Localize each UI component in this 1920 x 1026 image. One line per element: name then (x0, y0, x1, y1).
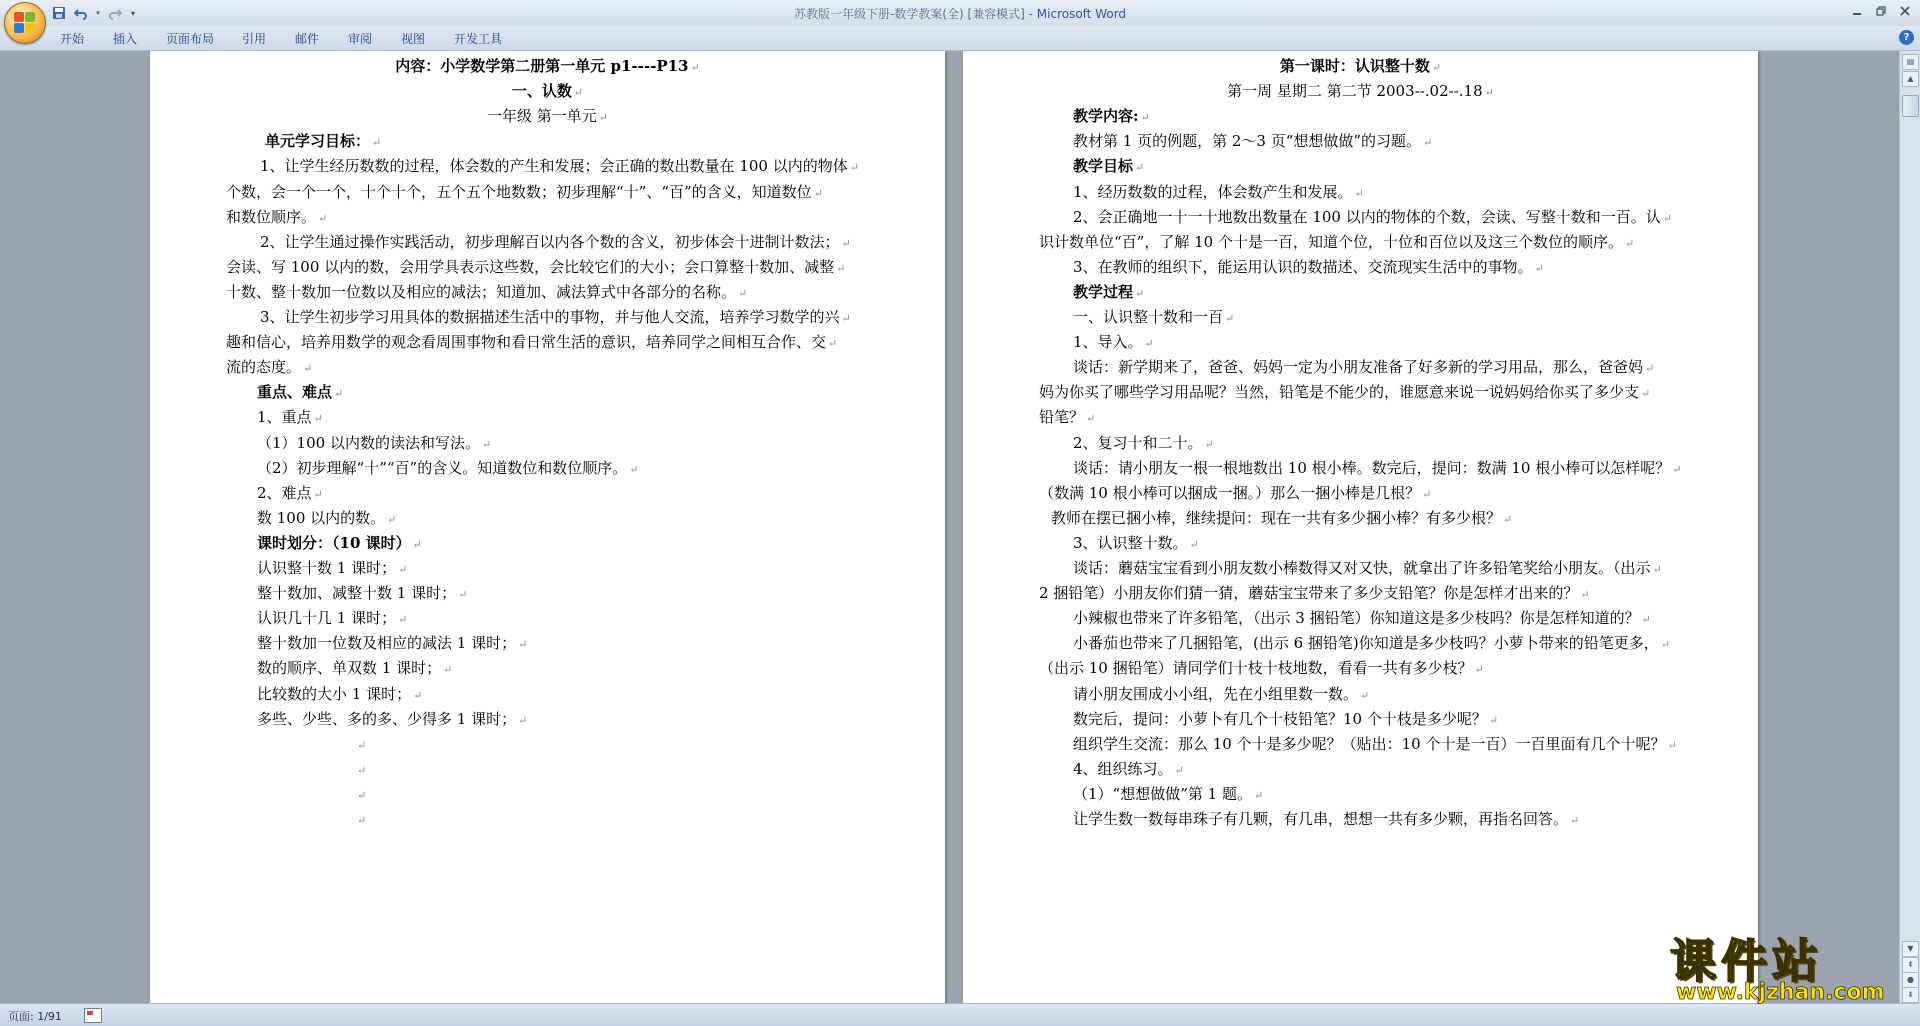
right-line (1073, 458, 1681, 480)
paragraph-mark-icon: ↵ (1144, 337, 1154, 351)
line-text: 流的态度。 (226, 358, 302, 377)
line-text: 2、会正确地一十一十地数出数量在 100 以内的物体的个数，会读、写整十数和一百。认 (1073, 207, 1661, 226)
scroll-up-icon[interactable]: ▲ (1902, 71, 1919, 87)
right-line (1073, 558, 1662, 580)
line-text: （1）“想想做做”第 1 题。 (1073, 784, 1252, 803)
left-line (226, 182, 823, 204)
right-line (1073, 131, 1432, 153)
paragraph-mark-icon: ↵ (1662, 211, 1672, 225)
paragraph-mark-icon: ↵ (357, 788, 367, 802)
line-text: 组织学生交流：那么 10 个十是多少呢？（贴出：10 个十是一百）一百里面有几个十呢？ (1073, 734, 1666, 753)
line-text: 教学目标 (1073, 157, 1134, 176)
line-text: 小番茄也带来了几捆铅笔，(出示 6 捆铅笔)你知道是多少枝吗？小萝卜带来的铅笔更多， (1073, 634, 1659, 653)
line-text: 教师在摆已捆小棒，继续提问：现在一共有多少捆小棒？有多少根？ (1051, 508, 1502, 527)
line-text: 3、认识整十数。 (1073, 533, 1188, 552)
left-line (257, 608, 407, 630)
left-line (257, 433, 491, 455)
right-line (1073, 734, 1677, 756)
tab-mailings[interactable]: 邮件 (295, 32, 320, 46)
paragraph-mark-icon: ↵ (412, 537, 422, 551)
paragraph-mark-icon: ↵ (828, 337, 838, 351)
right-line (1073, 709, 1498, 731)
paragraph-mark-icon: ↵ (690, 61, 700, 74)
paragraph-mark-icon: ↵ (1135, 286, 1145, 300)
paragraph-mark-icon: ↵ (458, 588, 468, 602)
watermark-title: 课件站 (1670, 934, 1823, 988)
office-logo-icon (14, 12, 36, 34)
line-text: 教学内容: (1073, 107, 1139, 126)
line-text: 数 100 以内的数。 (257, 508, 386, 527)
right-line (1039, 382, 1650, 404)
left-line (512, 81, 583, 103)
paragraph-mark-icon: ↵ (1140, 111, 1150, 125)
tab-insert[interactable]: 插入 (113, 32, 138, 46)
right-line (1227, 81, 1494, 103)
select-browse-object-icon[interactable]: ● (1902, 972, 1919, 988)
window-controls (1846, 2, 1916, 20)
paragraph-mark-icon: ↵ (357, 738, 367, 752)
right-line (1073, 684, 1369, 706)
line-text: 请小朋友围成小小组，先在小组里数一数。 (1073, 684, 1359, 703)
paragraph-mark-icon: ↵ (413, 688, 423, 702)
left-line (395, 56, 699, 78)
line-text: 认识整十数 1 课时； (257, 559, 397, 577)
paragraph-mark-icon: ↵ (318, 211, 328, 225)
tab-page-layout[interactable]: 页面布局 (166, 32, 215, 46)
page-count-status[interactable]: 页面: 1/91 (8, 1010, 62, 1023)
next-page-icon[interactable]: ⇟ (1902, 987, 1919, 1003)
scroll-thumb[interactable] (1902, 95, 1919, 117)
customize-icon[interactable]: ▾ (130, 8, 135, 18)
paragraph-mark-icon: ↵ (1488, 713, 1499, 727)
paragraph-mark-icon: ↵ (1641, 613, 1651, 627)
line-text: 一年级 第一单元 (487, 107, 597, 126)
line-text: 一、认数 (511, 82, 572, 101)
right-line (1280, 56, 1441, 78)
paragraph-mark-icon: ↵ (836, 261, 846, 275)
left-line (257, 709, 527, 731)
paragraph-mark-icon: ↵ (1360, 688, 1370, 702)
right-line (1039, 407, 1095, 429)
paragraph-mark-icon: ↵ (1174, 763, 1184, 777)
line-text: 让学生数一数每串珠子有几颗，有几串，想想一共有多少颗，再指名回答。 (1073, 810, 1569, 828)
left-line (226, 332, 837, 354)
paragraph-mark-icon: ↵ (598, 111, 608, 125)
paragraph-mark-icon: ↵ (849, 161, 859, 175)
line-text: 4、组织练习。 (1073, 759, 1173, 778)
left-line (260, 232, 851, 254)
window-title (0, 5, 1920, 22)
line-text: 整十数加一位数及相应的减法 1 课时； (257, 634, 517, 653)
paragraph-mark-icon: ↵ (1484, 86, 1494, 100)
line-text: 多些、少些、多的多、少得多 1 课时； (257, 709, 517, 728)
left-line (355, 784, 366, 806)
left-line (257, 483, 323, 505)
paragraph-mark-icon: ↵ (1135, 161, 1145, 175)
undo-dropdown-icon[interactable]: ▾ (96, 9, 100, 17)
line-text: 谈话：新学期来了，爸爸、妈妈一定为小朋友准备了好多新的学习用品，那么，爸爸妈 (1073, 358, 1644, 377)
paragraph-mark-icon: ↵ (1204, 437, 1214, 451)
line-text: （1）100 以内数的读法和写法。 (257, 433, 480, 452)
right-line (1073, 257, 1544, 279)
document-title: 苏教版一年级下册-数学教案(全) [兼容模式] - (793, 7, 1037, 21)
line-text: （数满 10 根小棒可以捆成一捆。）那么一捆小棒是几根？ (1039, 483, 1421, 502)
paragraph-mark-icon: ↵ (1624, 236, 1635, 250)
line-text: 十数、整十数加一位数以及相应的减法；知道加、减法算式中各部分的名称。 (226, 282, 737, 301)
paragraph-mark-icon: ↵ (738, 286, 748, 300)
paragraph-mark-icon: ↵ (1474, 663, 1484, 677)
line-text: 1、导入。 (1073, 333, 1143, 352)
document-workspace (0, 51, 1900, 1003)
paragraph-mark-icon: ↵ (1189, 537, 1199, 551)
line-text: 小辣椒也带来了许多铅笔，（出示 3 捆铅笔）你知道这是多少枝吗？你是怎样知道的？ (1073, 609, 1640, 628)
restore-icon[interactable] (1870, 2, 1892, 20)
line-text: 重点、难点 (257, 383, 333, 402)
right-line (1039, 583, 1590, 605)
right-line (1073, 633, 1670, 655)
paragraph-mark-icon: ↵ (1660, 638, 1671, 652)
line-text: 3、让学生初步学习用具体的数据描述生活中的事物，并与他人交流，培养学习数学的兴 (260, 308, 840, 326)
left-line (265, 131, 381, 153)
ribbon-tab-bar (0, 26, 1920, 51)
paragraph-mark-icon: ↵ (629, 462, 639, 476)
left-line (226, 207, 327, 229)
right-line (1073, 357, 1654, 379)
paragraph-mark-icon: ↵ (1645, 362, 1655, 376)
left-line (355, 809, 366, 831)
left-line (260, 307, 851, 329)
paragraph-mark-icon: ↵ (1652, 563, 1662, 576)
left-line (226, 282, 747, 304)
paragraph-mark-icon: ↵ (1570, 814, 1580, 827)
line-text: 1、重点 (257, 408, 312, 427)
left-line (260, 156, 859, 178)
line-text: 第一课时：认识整十数 (1279, 57, 1430, 75)
line-text: 2、难点 (257, 483, 312, 502)
scroll-down-icon[interactable]: ▼ (1902, 941, 1919, 957)
paragraph-mark-icon: ↵ (813, 186, 823, 200)
line-text: （出示 10 捆铅笔）请同学们十枝十枝地数，看看一共有多少枝？ (1039, 659, 1473, 678)
left-line (257, 658, 452, 680)
tab-view[interactable]: 视图 (401, 32, 426, 46)
line-text: 谈话：请小朋友一根一根地数出 10 根小棒。数完后，提问：数满 10 根小棒可以怎样呢？ (1073, 458, 1671, 477)
tab-developer[interactable]: 开发工具 (454, 32, 503, 46)
line-text: （2）初步理解“十”“百”的含义。知道数位和数位顺序。 (257, 458, 628, 477)
paragraph-mark-icon: ↵ (1580, 588, 1590, 602)
paragraph-mark-icon: ↵ (313, 487, 323, 501)
paragraph-mark-icon: ↵ (387, 512, 397, 526)
watermark (1662, 925, 1914, 1003)
line-text: 1、经历数数的过程，体会数产生和发展。 (1073, 182, 1353, 201)
line-text: 整十数加、减整十数 1 课时； (257, 584, 457, 603)
proofing-icon[interactable] (84, 1008, 102, 1023)
close-icon[interactable] (1894, 2, 1916, 20)
watermark-url: www.kjzhan.com (1676, 980, 1885, 1005)
paragraph-mark-icon: ↵ (1641, 387, 1651, 401)
left-line (257, 458, 638, 480)
line-text: 数完后，提问：小萝卜有几个十枝铅笔？10 个十枝是多少呢？ (1073, 709, 1487, 728)
right-line (1073, 207, 1672, 229)
paragraph-mark-icon: ↵ (1534, 261, 1544, 275)
right-line (1073, 533, 1199, 555)
right-line (1039, 658, 1484, 680)
paragraph-mark-icon: ↵ (443, 663, 453, 677)
paragraph-mark-icon: ↵ (1503, 512, 1513, 526)
paragraph-mark-icon: ↵ (357, 814, 367, 827)
line-text: 比较数的大小 1 课时； (257, 684, 412, 703)
title-bar (0, 0, 1920, 27)
paragraph-mark-icon: ↵ (357, 763, 367, 777)
left-line (257, 684, 422, 706)
right-line (1073, 608, 1651, 630)
right-line (1051, 508, 1512, 530)
right-line (1073, 106, 1150, 128)
line-text: 个数，会一个一个，十个十个，五个五个地数数；初步理解“十”、“百”的含义，知道数位 (226, 182, 812, 201)
paragraph-mark-icon: ↵ (1086, 412, 1096, 426)
paragraph-mark-icon: ↵ (1431, 61, 1442, 74)
paragraph-mark-icon: ↵ (1225, 312, 1235, 325)
right-line (1073, 784, 1263, 806)
line-text: 2 捆铅笔）小朋友你们猜一猜，蘑菇宝宝带来了多少支铅笔？你是怎样才出来的？ (1039, 584, 1579, 603)
office-button[interactable] (4, 2, 46, 44)
left-line (257, 633, 527, 655)
line-text: 会读、写 100 以内的数，会用学具表示这些数，会比较它们的大小；会口算整十数加、减整 (226, 257, 835, 276)
help-icon[interactable]: ? (1899, 30, 1914, 45)
minimize-icon[interactable] (1846, 2, 1868, 20)
previous-page-icon[interactable]: ⇞ (1902, 957, 1919, 973)
ruler-toggle-icon[interactable]: ▤ (1902, 54, 1919, 70)
line-text: 识计数单位“百”，了解 10 个十是一百，知道个位，十位和百位以及这三个数位的顺序。 (1039, 232, 1623, 251)
left-line (257, 558, 407, 580)
paragraph-mark-icon: ↵ (1354, 186, 1364, 200)
line-text: 2、复习十和二十。 (1073, 433, 1203, 452)
left-line (226, 357, 312, 379)
paragraph-mark-icon: ↵ (841, 312, 851, 325)
line-text: 和数位顺序。 (226, 207, 317, 226)
left-line (355, 734, 366, 756)
line-text: 妈为你买了哪些学习用品呢？当然，铅笔是不能少的，谁愿意来说一说妈妈给你买了多少支 (1039, 383, 1640, 402)
line-text: 一、认识整十数和一百 (1073, 308, 1224, 326)
left-line (257, 407, 323, 429)
paragraph-mark-icon: ↵ (518, 713, 528, 727)
line-text: 认识几十几 1 课时； (257, 609, 397, 628)
app-name: Microsoft Word (1036, 7, 1127, 21)
paragraph-mark-icon: ↵ (518, 638, 528, 652)
right-line (1073, 156, 1144, 178)
left-line (257, 508, 396, 530)
left-line (257, 583, 467, 605)
line-text: 铅笔？ (1039, 408, 1085, 427)
paragraph-mark-icon: ↵ (1423, 136, 1433, 150)
line-text: 2、让学生通过操作实践活动，初步理解百以内各个数的含义，初步体会十进制计数法； (260, 232, 840, 251)
line-text: 趣和信心，培养用数学的观念看周围事物和看日常生活的意识，培养同学之间相互合作、交 (226, 333, 827, 352)
paragraph-mark-icon: ↵ (1422, 487, 1432, 501)
left-line (257, 382, 343, 404)
paragraph-mark-icon: ↵ (372, 136, 382, 150)
paragraph-mark-icon: ↵ (841, 236, 851, 250)
paragraph-mark-icon: ↵ (313, 412, 323, 426)
right-line (1073, 433, 1214, 455)
left-line (487, 106, 608, 128)
right-line (1073, 182, 1364, 204)
line-text: 第一周 星期二 第二节 2003--.02--.18 (1227, 82, 1483, 101)
paragraph-mark-icon: ↵ (1667, 738, 1677, 752)
line-text: 3、在教师的组织下，能运用认识的数描述、交流现实生活中的事物。 (1073, 257, 1533, 276)
right-line (1039, 232, 1634, 254)
paragraph-mark-icon: ↵ (303, 362, 313, 376)
paragraph-mark-icon: ↵ (398, 563, 408, 576)
line-text: 教学过程 (1073, 282, 1134, 301)
right-line (1073, 282, 1144, 304)
right-line (1073, 332, 1154, 354)
line-text: 谈话：蘑菇宝宝看到小朋友数小棒数得又对又快，就拿出了许多铅笔奖给小朋友。（出示 (1073, 559, 1651, 577)
tab-home[interactable]: 开始 (60, 32, 85, 46)
left-line (257, 533, 422, 555)
line-text: 课时划分：（10 课时） (257, 533, 411, 552)
paragraph-mark-icon: ↵ (481, 437, 492, 451)
paragraph-mark-icon: ↵ (334, 387, 344, 401)
status-bar (0, 1003, 1920, 1026)
right-line (1039, 483, 1431, 505)
paragraph-mark-icon: ↵ (573, 86, 584, 100)
left-line (355, 759, 366, 781)
document-page-left[interactable] (150, 51, 945, 1003)
document-page-right[interactable] (963, 51, 1758, 1003)
tab-references[interactable]: 引用 (242, 32, 267, 46)
line-text: 数的顺序、单双数 1 课时； (257, 659, 442, 678)
tab-review[interactable]: 审阅 (348, 32, 373, 46)
vertical-scrollbar[interactable] (1899, 51, 1920, 1003)
line-text: 单元学习目标： (265, 132, 371, 151)
paragraph-mark-icon: ↵ (1672, 462, 1682, 476)
line-text: 内容：小学数学第二册第一单元 p1----P13 (395, 57, 689, 75)
line-text: 1、让学生经历数数的过程，体会数的产生和发展；会正确的数出数量在 100 以内的物体 (260, 157, 848, 176)
paragraph-mark-icon: ↵ (1253, 788, 1264, 802)
right-line (1073, 759, 1184, 781)
right-line (1073, 809, 1579, 831)
line-text: 教材第 1 页的例题，第 2～3 页“想想做做”的习题。 (1073, 132, 1422, 151)
paragraph-mark-icon: ↵ (398, 613, 408, 627)
left-line (226, 257, 845, 279)
right-line (1073, 307, 1234, 329)
